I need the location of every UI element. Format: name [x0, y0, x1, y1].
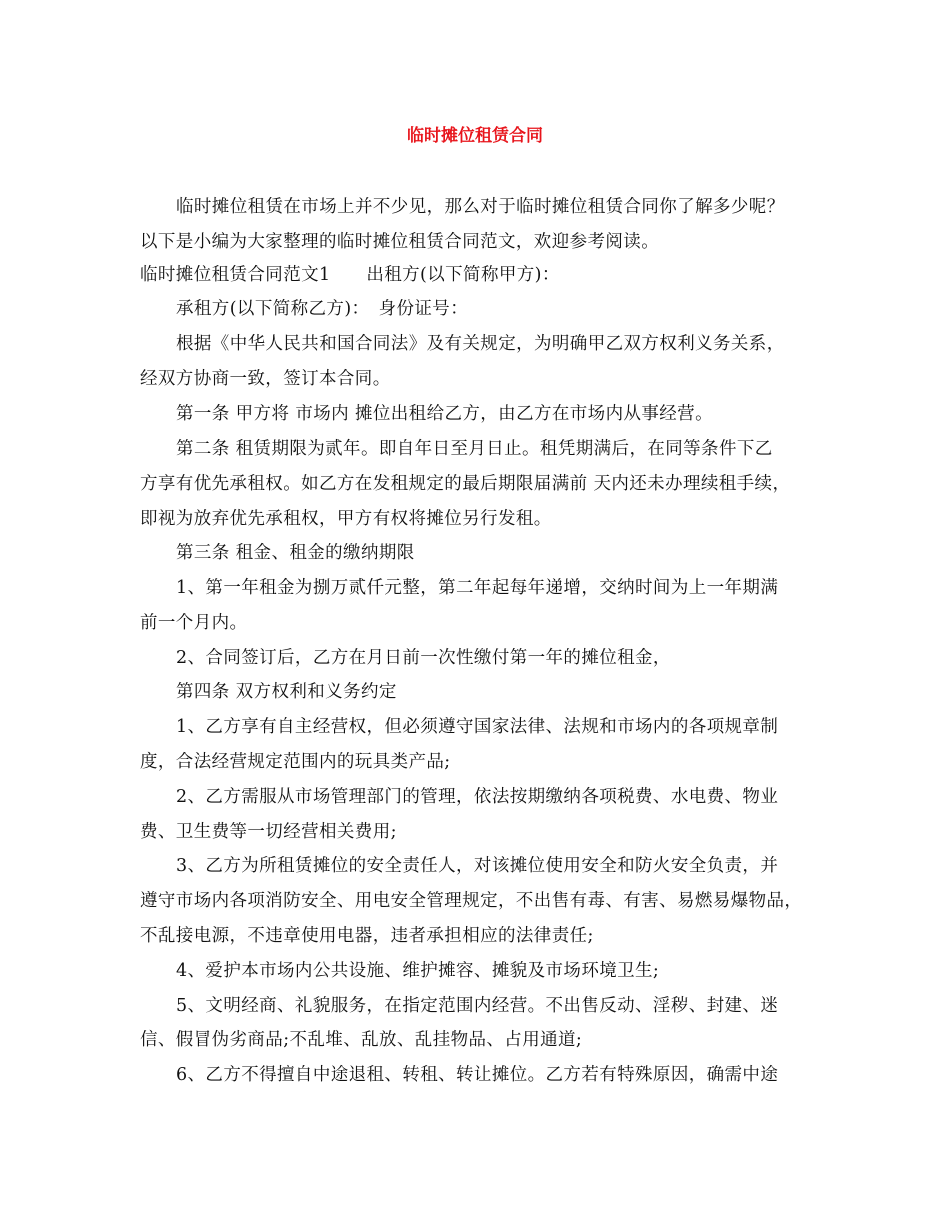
contract-heading-line: 临时摊位租赁合同范文1 出租方(以下简称甲方)：: [140, 265, 560, 285]
article-4-item-line: 2、乙方需服从市场管理部门的管理，依法按期缴纳各项税费、水电费、物业: [176, 787, 779, 807]
article-4-heading: 第四条 双方权利和义务约定: [176, 682, 397, 702]
article-4-item-line: 3、乙方为所租赁摊位的安全责任人，对该摊位使用安全和防火安全负责，并: [176, 856, 779, 876]
article-4-item-line: 遵守市场内各项消防安全、用电安全管理规定，不出售有毒、有害、易燃易爆物品，: [140, 891, 803, 911]
article-4-item-line: 4、爱护本市场内公共设施、维护摊容、摊貌及市场环境卫生;: [176, 961, 660, 981]
article-2-line: 即视为放弃优先承租权，甲方有权将摊位另行发租。: [140, 509, 552, 529]
party-info-line: 承租方(以下简称乙方)： 身份证号：: [176, 299, 469, 319]
article-4-item-line: 6、乙方不得擅自中途退租、转租、转让摊位。乙方若有特殊原因，确需中途: [176, 1065, 779, 1085]
preamble-line: 经双方协商一致，签订本合同。: [140, 369, 391, 389]
article-3-heading: 第三条 租金、租金的缴纳期限: [176, 543, 415, 563]
article-2-line: 第二条 租赁期限为贰年。即自年日至月日止。租凭期满后，在同等条件下乙: [176, 439, 773, 459]
article-3-item-line: 前一个月内。: [140, 613, 248, 633]
preamble-line: 根据《中华人民共和国合同法》及有关规定，为明确甲乙双方权利义务关系，: [176, 334, 785, 354]
article-4-item-line: 5、文明经商、礼貌服务，在指定范围内经营。不出售反动、淫秽、封建、迷: [176, 996, 779, 1016]
article-2-line: 方享有优先承租权。如乙方在发租规定的最后期限届满前 天内还未办理续租手续，: [140, 474, 791, 494]
article-4-item-line: 1、乙方享有自主经营权，但必须遵守国家法律、法规和市场内的各项规章制: [176, 717, 779, 737]
article-4-item-line: 不乱接电源，不违章使用电器，违者承担相应的法律责任;: [140, 926, 594, 946]
article-1-line: 第一条 甲方将 市场内 摊位出租给乙方，由乙方在市场内从事经营。: [176, 404, 713, 424]
document-title: 临时摊位租赁合同: [407, 126, 543, 146]
intro-paragraph-line: 临时摊位租赁在市场上并不少见，那么对于临时摊位租赁合同你了解多少呢？: [176, 197, 785, 217]
article-4-item-line: 度，合法经营规定范围内的玩具类产品;: [140, 752, 451, 772]
article-4-item-line: 信、假冒伪劣商品;不乱堆、乱放、乱挂物品、占用通道;: [140, 1030, 583, 1050]
article-3-item-line: 1、第一年租金为捌万贰仟元整，第二年起每年递增，交纳时间为上一年期满: [176, 578, 779, 598]
article-3-item-line: 2、合同签订后，乙方在月日前一次性缴付第一年的摊位租金，: [176, 648, 671, 668]
article-4-item-line: 费、卫生费等一切经营相关费用;: [140, 822, 397, 842]
intro-paragraph-line: 以下是小编为大家整理的临时摊位租赁合同范文，欢迎参考阅读。: [140, 232, 660, 252]
